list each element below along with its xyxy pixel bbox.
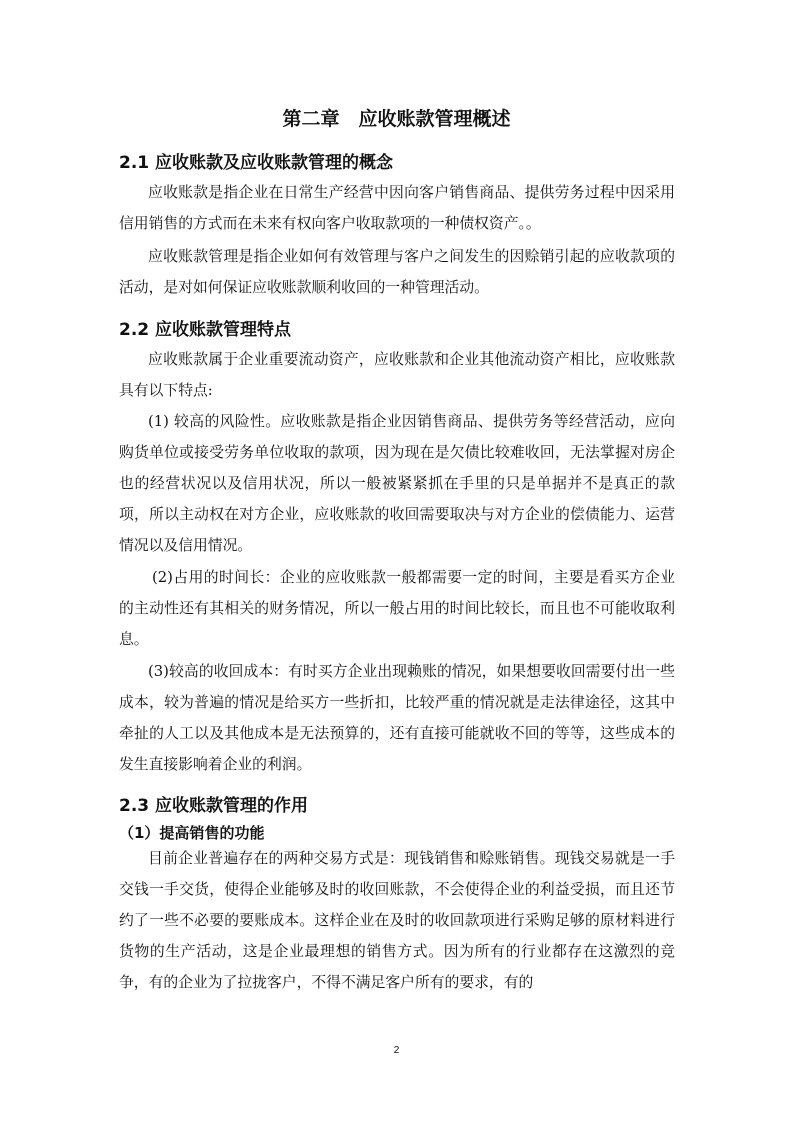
sub-heading: （1）提高销售的功能: [119, 824, 265, 842]
section-heading-2-1: 2.1 应收账款及应收账款管理的概念: [119, 153, 394, 173]
paragraph: (2)占用的时间长：企业的应收账款一般都需要一定的时间，主要是看买方企业的主动性还有其相关的财务情况，所以一般占用的时间比较长，而且也不可能收取利息。: [119, 569, 675, 648]
paragraph: 应收账款属于企业重要流动资产，应收账款和企业其他流动资产相比，应收账款具有以下特点:: [119, 351, 675, 399]
paragraph: (1) 较高的风险性。应收账款是指企业因销售商品、提供劳务等经营活动，应向购货单位或接受劳务单位收取的款项，因为现在是欠债比较难收回，无法掌握对房企也的经营状况以及信用状况，所以一般被紧紧抓在手里的只是单据并不是真正的款项，所以主动权在对方企业，应收账款的收回需要取决与对方企业的偿债能力、运营情况以及信用情况。: [119, 413, 675, 554]
paragraph: 应收账款是指企业在日常生产经营中因向客户销售商品、提供劳务过程中因采用信用销售的方式而在未来有权向客户收取款项的一种债权资产。。: [119, 184, 675, 232]
section-heading-2-3: 2.3 应收账款管理的作用: [119, 796, 309, 816]
section-heading-2-2: 2.2 应收账款管理特点: [119, 320, 292, 340]
paragraph: 目前企业普遍存在的两种交易方式是：现钱销售和赊账销售。现钱交易就是一手交钱一手交货，使得企业能够及时的收回账款，不会使得企业的利益受损，而且还节约了一些不必要的要账成本。这样企业在及时的收回款项进行采购足够的原材料进行货物的生产活动，这是企业最理想的销售方式。因为所有的行业都存在这激烈的竞争，有的企业为了拉拢客户，不得不满足客户所有的要求，有的: [119, 850, 675, 991]
paragraph: (3)较高的收回成本：有时买方企业出现赖账的情况，如果想要收回需要付出一些成本，较为普遍的情况是给买方一些折扣，比较严重的情况就是走法律途径，这其中牵扯的人工以及其他成本是无法预算的，还有直接可能就收不回的等等，这些成本的发生直接影响着企业的利润。: [119, 663, 675, 773]
paragraph: 应收账款管理是指企业如何有效管理与客户之间发生的因赊销引起的应收款项的活动，是对如何保证应收账款顺利收回的一种管理活动。: [119, 248, 675, 296]
page-number: 2: [393, 1045, 400, 1056]
chapter-title: 第二章 应收账款管理概述: [282, 108, 511, 130]
